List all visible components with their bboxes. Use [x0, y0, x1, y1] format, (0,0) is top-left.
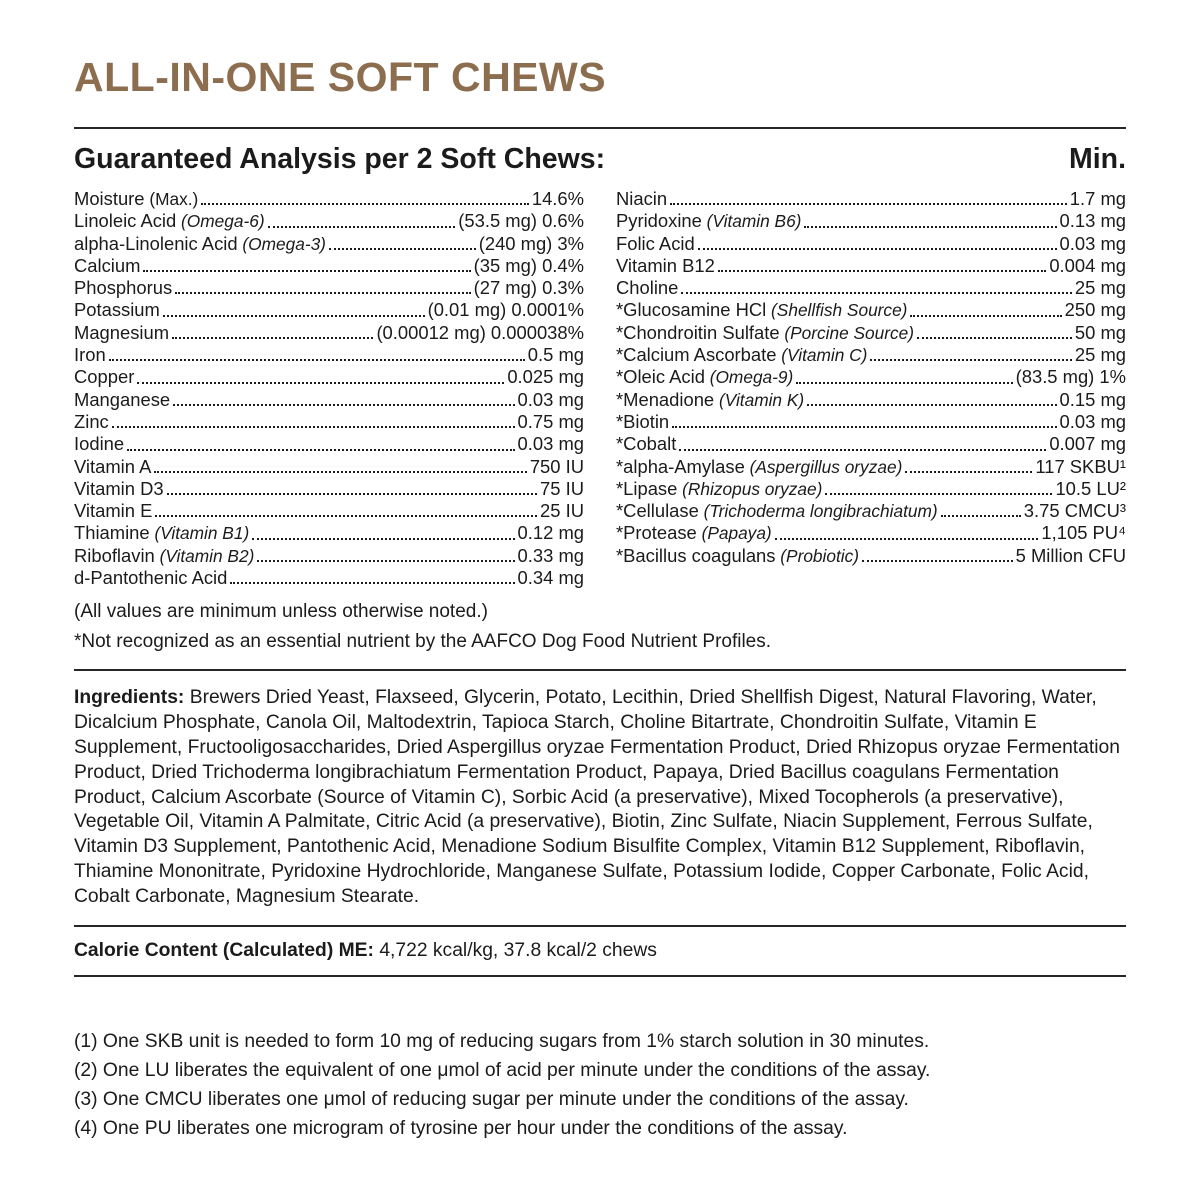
nutrient-name: *alpha-Amylase (Aspergillus oryzae) [616, 455, 903, 477]
nutrient-name: *Bacillus coagulans (Probiotic) [616, 544, 860, 566]
footnote-lu: (2) One LU liberates the equivalent of one μmol of acid per minute under the conditions of the assay. [74, 1059, 931, 1081]
analysis-title: Guaranteed Analysis per 2 Soft Chews: [74, 143, 606, 175]
analysis-row [74, 478, 584, 500]
dot-leader [910, 315, 1061, 317]
calorie-label: Calorie Content (Calculated) ME: [74, 939, 374, 961]
analysis-row [616, 478, 1126, 500]
analysis-row [74, 545, 584, 567]
dot-leader [670, 203, 1067, 205]
nutrient-value: 0.75 mg [517, 410, 584, 432]
nutrient-value: 25 mg [1074, 277, 1126, 299]
analysis-left-column [74, 188, 584, 589]
analysis-row [616, 255, 1126, 277]
dot-leader [173, 404, 514, 406]
analysis-row [616, 322, 1126, 344]
analysis-row [74, 210, 584, 232]
nutrient-value: 0.15 mg [1059, 388, 1126, 410]
nutrient-name: Potassium [74, 299, 160, 321]
analysis-columns [74, 188, 1126, 589]
dot-leader [172, 337, 373, 339]
nutrient-name: Zinc [74, 410, 109, 432]
dot-leader [201, 203, 529, 205]
nutrient-value: 0.007 mg [1049, 433, 1126, 455]
analysis-row [616, 389, 1126, 411]
nutrient-name: d-Pantothenic Acid [74, 567, 228, 589]
nutrient-value: 10.5 LU² [1055, 477, 1126, 499]
analysis-row [616, 456, 1126, 478]
analysis-row [74, 411, 584, 433]
dot-leader [154, 471, 526, 473]
dot-leader [679, 449, 1046, 451]
analysis-row [74, 389, 584, 411]
nutrient-name: *Protease (Papaya) [616, 522, 772, 544]
analysis-row [616, 233, 1126, 255]
dot-leader [825, 493, 1052, 495]
dot-leader [870, 359, 1071, 361]
nutrient-value: 0.03 mg [517, 433, 584, 455]
nutrient-name: Linoleic Acid (Omega-6) [74, 210, 265, 232]
ingredients-top-divider [74, 669, 1126, 671]
dot-leader [175, 292, 470, 294]
calorie-top-divider [74, 925, 1126, 927]
analysis-row [616, 188, 1126, 210]
dot-leader [127, 449, 514, 451]
dot-leader [230, 582, 514, 584]
nutrient-name: Vitamin B12 [616, 254, 715, 276]
analysis-right-column [616, 188, 1126, 589]
nutrient-name: Niacin [616, 188, 668, 209]
nutrient-value: 1.7 mg [1069, 188, 1126, 209]
nutrient-value: 0.025 mg [507, 366, 584, 388]
nutrient-name: Choline [616, 277, 679, 299]
nutrient-value: (0.00012 mg) 0.000038% [376, 321, 584, 343]
dot-leader [155, 515, 537, 517]
dot-leader [862, 560, 1013, 562]
nutrient-value: 0.5 mg [527, 344, 584, 366]
nutrient-value: 0.13 mg [1059, 210, 1126, 232]
nutrient-value: 1,105 PU⁴ [1041, 522, 1126, 544]
nutrient-value: (27 mg) 0.3% [473, 277, 584, 299]
analysis-row [74, 277, 584, 299]
nutrient-value: (0.01 mg) 0.0001% [427, 299, 584, 321]
analysis-row [74, 567, 584, 589]
dot-leader [167, 493, 537, 495]
analysis-row [74, 322, 584, 344]
analysis-row [74, 188, 584, 210]
analysis-row [616, 433, 1126, 455]
nutrient-name: *Calcium Ascorbate (Vitamin C) [616, 344, 868, 366]
analysis-row [616, 522, 1126, 544]
dot-leader [941, 515, 1021, 517]
analysis-row [616, 299, 1126, 321]
ingredients-label: Ingredients: [74, 687, 185, 709]
dot-leader [112, 426, 515, 428]
dot-leader [917, 337, 1072, 339]
calorie-value: 4,722 kcal/kg, 37.8 kcal/2 chews [379, 939, 657, 961]
nutrient-value: 50 mg [1074, 321, 1126, 343]
dot-leader [163, 315, 425, 317]
dot-leader [804, 226, 1056, 228]
nutrient-name: Magnesium [74, 321, 170, 343]
analysis-row [74, 522, 584, 544]
ingredients-paragraph [74, 686, 1126, 909]
analysis-row [616, 344, 1126, 366]
dot-leader [807, 404, 1056, 406]
nutrient-name: *Biotin [616, 410, 670, 432]
nutrient-name: Vitamin D3 [74, 477, 164, 499]
nutrient-value: 75 IU [540, 477, 584, 499]
nutrient-value: (83.5 mg) 1% [1015, 366, 1126, 388]
nutrient-value: 25 IU [540, 500, 584, 522]
analysis-row [616, 500, 1126, 522]
analysis-row [74, 255, 584, 277]
analysis-row [74, 500, 584, 522]
nutrient-name: *Cellulase (Trichoderma longibrachiatum) [616, 500, 938, 522]
analysis-row [74, 344, 584, 366]
dot-leader [143, 270, 470, 272]
nutrient-value: 0.34 mg [517, 567, 584, 589]
analysis-row [74, 456, 584, 478]
footnotes-section [74, 1027, 1126, 1143]
nutrient-name: *Cobalt [616, 433, 677, 455]
nutrient-value: (53.5 mg) 0.6% [458, 210, 584, 232]
analysis-row [74, 433, 584, 455]
dot-leader [257, 560, 514, 562]
nutrient-value: 0.33 mg [517, 544, 584, 566]
nutrient-name: Vitamin A [74, 455, 152, 477]
dot-leader [681, 292, 1072, 294]
analysis-row [616, 411, 1126, 433]
analysis-row [74, 299, 584, 321]
nutrient-name: Riboflavin (Vitamin B2) [74, 544, 255, 566]
nutrient-value: 5 Million CFU [1015, 544, 1126, 566]
dot-leader [109, 359, 525, 361]
analysis-header [74, 129, 1126, 188]
nutrient-value: 250 mg [1064, 299, 1126, 321]
dot-leader [672, 426, 1056, 428]
nutrient-name: Calcium [74, 254, 141, 276]
aafco-note: *Not recognized as an essential nutrient by the AAFCO Dog Food Nutrient Profiles. [74, 631, 772, 653]
minimum-values-note: (All values are minimum unless otherwise noted.) [74, 601, 488, 623]
footnote-skb: (1) One SKB unit is needed to form 10 mg of reducing sugars from 1% starch solution in 30 minutes. [74, 1030, 930, 1052]
dot-leader [718, 270, 1046, 272]
nutrient-value: 750 IU [529, 455, 584, 477]
dot-leader [796, 382, 1012, 384]
analysis-row [616, 545, 1126, 567]
nutrient-name: alpha-Linolenic Acid (Omega-3) [74, 232, 326, 254]
nutrient-value: (35 mg) 0.4% [473, 254, 584, 276]
nutrient-value: 0.004 mg [1049, 254, 1126, 276]
nutrient-name: *Chondroitin Sulfate (Porcine Source) [616, 321, 915, 343]
analysis-row [74, 233, 584, 255]
nutrient-value: 14.6% [531, 188, 584, 209]
nutrient-value: 0.12 mg [517, 522, 584, 544]
calorie-content-line [74, 940, 1126, 962]
min-column-label: Min. [1069, 143, 1126, 175]
dot-leader [905, 471, 1032, 473]
nutrient-name: Vitamin E [74, 500, 153, 522]
nutrient-name: Phosphorus [74, 277, 173, 299]
nutrient-name: *Oleic Acid (Omega-9) [616, 366, 794, 388]
nutrient-name: Manganese [74, 388, 171, 410]
dot-leader [252, 538, 514, 540]
calorie-bottom-divider [74, 975, 1126, 977]
dot-leader [137, 382, 504, 384]
analysis-row [616, 277, 1126, 299]
footnote-cmcu: (3) One CMCU liberates one μmol of reducing sugar per minute under the conditions of the assay. [74, 1088, 909, 1110]
nutrient-name: Iron [74, 344, 106, 366]
analysis-row [616, 366, 1126, 388]
nutrient-name: Folic Acid [616, 232, 695, 254]
nutrient-value: 0.03 mg [517, 388, 584, 410]
nutrient-name: Thiamine (Vitamin B1) [74, 522, 250, 544]
nutrient-name: Copper [74, 366, 135, 388]
nutrient-value: 117 SKBU¹ [1035, 455, 1126, 477]
dot-leader [698, 248, 1057, 250]
ingredients-text: Brewers Dried Yeast, Flaxseed, Glycerin, Potato, Lecithin, Dried Shellfish Digest, Natural Flavoring, Water, Dicalcium Phosphate, Canola Oil, Maltodextrin, Tapioca Starch, Choline Bitartrate, Chondroitin Sulfate, Vitamin E Supplement, Fructooligosaccharides, Dried Aspergillus oryzae Fermentation Product, Dried Rhizopus oryzae Fermentation Product, Dried Trichoderma longibrachiatum Fermentation Product, Papaya, Dried Bacillus coagulans Fermentation Product, Calcium Ascorbate (Source of Vitamin C), Sorbic Acid (a preservative), Mixed Tocopherols (a preservative), Vegetable Oil, Vitamin A Palmitate, Citric Acid (a preservative), Biotin, Zinc Sulfate, Niacin Supplement, Ferrous Sulfate, Vitamin D3 Supplement, Pantothenic Acid, Menadione Sodium Bisulfite Complex, Vitamin B12 Supplement, Riboflavin, Thiamine Mononitrate, Pyridoxine Hydrochloride, Manganese Sulfate, Potassium Iodide, Copper Carbonate, Folic Acid, Cobalt Carbonate, Magnesium Stearate. [74, 687, 1120, 907]
product-title: ALL-IN-ONE SOFT CHEWS [74, 54, 607, 100]
nutrient-value: 0.03 mg [1059, 410, 1126, 432]
nutrient-value: 3.75 CMCU³ [1023, 500, 1126, 522]
nutrient-value: 0.03 mg [1059, 232, 1126, 254]
nutrient-value: (240 mg) 3% [478, 232, 584, 254]
nutrient-name: *Menadione (Vitamin K) [616, 388, 805, 410]
nutrient-name: *Glucosamine HCl (Shellfish Source) [616, 299, 908, 321]
footnote-pu: (4) One PU liberates one microgram of tyrosine per hour under the conditions of the assay. [74, 1117, 848, 1139]
dot-leader [329, 248, 476, 250]
analysis-row [74, 366, 584, 388]
dot-leader [775, 538, 1039, 540]
analysis-row [616, 210, 1126, 232]
nutrient-name: Iodine [74, 433, 125, 455]
nutrient-name: Moisture (Max.) [74, 188, 199, 209]
nutrient-value: 25 mg [1074, 344, 1126, 366]
dot-leader [268, 226, 456, 228]
nutrient-name: Pyridoxine (Vitamin B6) [616, 210, 802, 232]
nutrient-name: *Lipase (Rhizopus oryzae) [616, 477, 823, 499]
